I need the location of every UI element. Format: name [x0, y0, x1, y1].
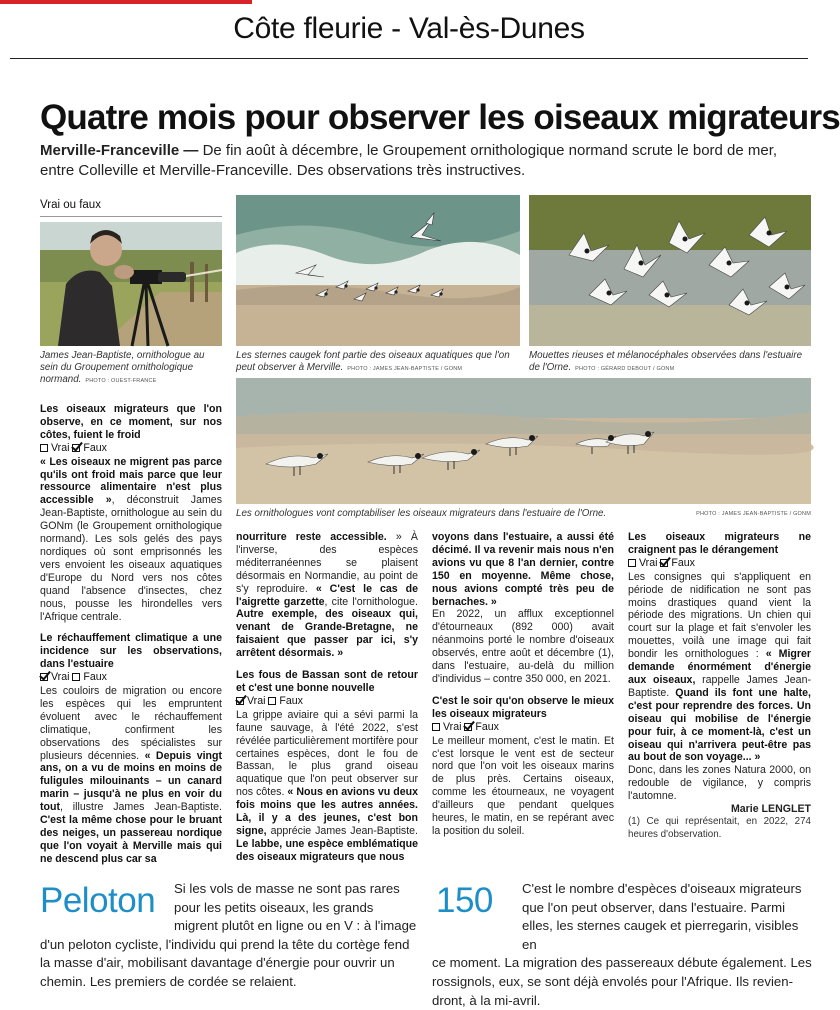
- gulls-flight-image: [529, 195, 811, 346]
- terns-beach-image: [236, 378, 811, 504]
- photo-credit: PHOTO : JAMES JEAN-BAPTISTE / GONM: [347, 366, 463, 372]
- question-rechauffement: Le réchauffement climatique a une incidence sur les observations, dans l'estuaire: [40, 632, 222, 671]
- quote: Le labbe, une espèce emblématique des oiseaux migrateurs que nous: [236, 837, 418, 863]
- vrai-ou-faux-kicker: Vrai ou faux: [40, 199, 101, 211]
- body-paragraph: [236, 531, 418, 660]
- text-line: pour les petits oiseaux, les grands: [174, 899, 374, 915]
- vrai-checkbox: [40, 444, 48, 452]
- vrai-checkbox: [432, 723, 440, 731]
- answer-paragraph: Le meilleur moment, c'est le matin. Et c'est lorsque le vent est de secteur nord que l'on voit les oiseaux marins de plus près. Certains oiseaux, comme les étourneaux, ne voyagent d'ailleurs que pendant quelques heures, le matin, en se repérant avec la position du soleil.: [432, 734, 614, 837]
- vrai-checkbox-checked: [40, 673, 48, 681]
- vrai-checkbox-checked: [236, 697, 244, 705]
- footnote: (1) Ce qui représentait, en 2022, 274 heures d'observation.: [628, 815, 811, 840]
- caption-text: Les ornithologues vont comptabiliser les oiseaux migrateurs dans l'estuaire de l'Orne.: [236, 508, 607, 519]
- answer-paragraph: [628, 571, 811, 765]
- caption-text: James Jean-Baptiste, ornithologue au sein du Groupement ornithologique normand.: [40, 350, 205, 385]
- caption-text: Mouettes rieuses et mélanocéphales observées dans l'estuaire de l'Orne.: [529, 350, 803, 373]
- body-text: Les consignes qui s'appliquent en période de nidification ne sont pas moins drastiques quand vient la période des migrations. Un chien qui court sur la plage et fait s'envoler les mouettes, voilà une image qui fait bondir les ornithologues :: [628, 570, 811, 661]
- peloton-heading: Peloton: [40, 881, 156, 920]
- photo-credit: PHOTO : JAMES JEAN-BAPTISTE / GONM: [696, 511, 811, 517]
- peloton-text: [40, 880, 418, 992]
- text-line: chemin. Les premiers de cordée se relaient.: [40, 973, 297, 989]
- dateline: Merville-Franceville —: [40, 142, 199, 159]
- body-text: , déconstruit James Jean-Baptiste, ornithologue au sein du GONm (le Groupement ornithologique normand). Les sols gelés des pays nordiques où sont emprisonnés les vers envoient les oiseaux aquatiques d'Europe du Nord vers nos côtes quand l'absence d'insectes, chez nous, pousse les hirondelles vers l'Afrique centrale.: [40, 494, 222, 623]
- body-text: , illustre James Jean-Baptiste.: [60, 801, 222, 814]
- faux-label: Faux: [475, 720, 499, 733]
- faux-checkbox: [268, 697, 276, 705]
- answer-checkboxes: [40, 442, 222, 455]
- body-text: La grippe aviaire qui a sévi parmi la faune sauvage, à l'été 2022, s'est révélée particulièrement mortifère pour certaines espèces, dont le fou de Bassan, le plus grand oiseau aquatique que l'on peut observer sur nos côtes.: [236, 708, 418, 799]
- article-column-2: [236, 531, 418, 864]
- terns-waves-image: [236, 195, 520, 346]
- faux-checkbox-checked: [464, 723, 472, 731]
- photo-credit: PHOTO : OUEST-FRANCE: [85, 378, 157, 384]
- faux-label: Faux: [83, 671, 107, 684]
- article-headline: Quatre mois pour observer les oiseaux migrateurs: [40, 98, 840, 137]
- body-paragraph: [432, 531, 614, 608]
- photo-caption-gulls: [529, 350, 811, 375]
- body-paragraph: Donc, dans les zones Natura 2000, on redouble de vigilance, y compris l'automne.: [628, 764, 811, 803]
- body-text: rappelle James Jean-Baptiste.: [628, 673, 811, 699]
- byline: Marie LENGLET: [730, 803, 811, 816]
- vrai-label: Vrai: [51, 671, 70, 684]
- body-text: apprécie James Jean-Baptiste.: [266, 824, 418, 837]
- quote: « Migrer demande énormément d'énergie aux oiseaux,: [628, 648, 811, 686]
- answer-checkboxes: [628, 557, 811, 570]
- quote: « C'est le cas de l'aigrette garzette: [236, 582, 418, 608]
- faux-label: Faux: [671, 556, 695, 569]
- photo-caption-beach: [236, 508, 811, 520]
- quote: « Les oiseaux ne migrent pas parce qu'ils ont froid mais parce que leur ressource alimentaire n'est plus accessible »: [40, 455, 222, 507]
- kicker-divider: [40, 216, 222, 217]
- text-line: elles, les sternes caugek et pierregarin, visibles en: [522, 918, 799, 952]
- text-line: migrent plutôt en ligne ou en V : à l'image: [174, 918, 417, 934]
- photo-terns-beach: [236, 378, 811, 504]
- faux-label: Faux: [83, 441, 107, 454]
- body-paragraph: En 2022, un afflux exceptionnel d'étourneaux (892 000) avait néanmoins porté le nombre d'oiseaux observés, entre août et décembre (1), dans l'estuaire, au-delà du million d'individus – contre 350 000, en 2021.: [432, 608, 614, 685]
- quote: nourriture reste accessible.: [236, 531, 387, 543]
- quote: C'est la même chose pour le bruant des neiges, un passereau nordique que l'on voyait à Merville mais qui ne descend plus car sa: [40, 814, 222, 865]
- text-line: la masse d'air, mobilisant davantage d'énergie pour ouvrir un: [40, 955, 395, 971]
- article-column-3: [432, 531, 614, 838]
- quote: « Depuis vingt ans, on a vu de moins en moins de fuligules milouinants – un canard marin – jusqu'à ne plus en voir du tout: [40, 749, 222, 814]
- article-column-4: [628, 531, 811, 842]
- text-line: rossignols, eux, se sont déjà envolés pour l'Afrique. Ils revien-: [432, 973, 793, 989]
- quote: « Nous en avions vu deux fois moins que les autres années. Là, il y a des jeunes, c'est bon signe,: [236, 786, 418, 837]
- article-lede: [40, 141, 780, 181]
- 150-heading: 150: [436, 881, 493, 920]
- question-soir: C'est le soir qu'on observe le mieux les oiseaux migrateurs: [432, 694, 614, 720]
- answer-checkboxes: [432, 721, 614, 734]
- section-rubric: Côte fleurie - Val-ès-Dunes: [233, 12, 585, 45]
- question-derangement: Les oiseaux migrateurs ne craignent pas le dérangement: [628, 531, 811, 556]
- body-text: Les couloirs de migration ou encore les espèces qui les empruntent évoluent avec le réchauffement climatique, confirment les observations des spécialistes sur plusieurs décennies.: [40, 685, 222, 762]
- faux-checkbox-checked: [72, 444, 80, 452]
- photo-gulls-flight: [529, 195, 811, 346]
- text-line: dront, à la mi-avril.: [432, 992, 541, 1008]
- text-line: ce moment. La migration des passereaux débute également. Les: [432, 955, 812, 971]
- text-line: C'est le nombre d'espèces d'oiseaux migrateurs: [522, 881, 802, 896]
- lede-text: De fin août à décembre, le Groupement ornithologique normand scrute le bord de mer, entre Colleville et Merville-Franceville. Des observations très instructives.: [40, 142, 778, 179]
- answer-checkboxes: [40, 671, 222, 684]
- caption-text: Les sternes caugek font partie des oiseaux aquatiques que l'on peut observer à Merville.: [236, 350, 510, 373]
- question-fous-de-bassan: Les fous de Bassan sont de retour et c'est une bonne nouvelle: [236, 669, 418, 694]
- vrai-checkbox: [628, 559, 636, 567]
- quote: Autre exemple, des oiseaux qui, venant de Grande-Bretagne, ne faisaient que passer par ici, s'y arrêtent désormais. »: [236, 608, 418, 660]
- rubric-divider: [10, 58, 808, 59]
- vrai-label: Vrai: [443, 720, 462, 733]
- photo-caption-terns-waves: [236, 350, 520, 375]
- text-line: Si les vols de masse ne sont pas rares: [174, 881, 400, 896]
- photo-ornithologist: [40, 222, 222, 346]
- vrai-label: Vrai: [247, 694, 266, 707]
- text-line: que l'on peut observer, dans l'estuaire. Parmi: [522, 899, 786, 915]
- answer-paragraph: [236, 709, 418, 864]
- ornithologist-image: [40, 222, 222, 346]
- answer-paragraph: [40, 456, 222, 624]
- 150-text: [432, 880, 812, 1010]
- article-column-1: [40, 403, 222, 866]
- section-color-bar: [0, 0, 252, 4]
- faux-checkbox-checked: [660, 559, 668, 567]
- photo-credit: PHOTO : GÉRARD DEBOUT / GONM: [575, 366, 675, 372]
- faux-checkbox: [72, 673, 80, 681]
- photo-caption-ornithologist: [40, 350, 222, 387]
- answer-paragraph: [40, 685, 222, 866]
- photo-terns-waves: [236, 195, 520, 346]
- vrai-label: Vrai: [639, 556, 658, 569]
- quote: Quand ils font une halte, c'est pour reprendre des forces. Un oiseau qui mobilise de l'énergie pour fuir, à ce moment-là, c'est un oiseau qui n'arrivera peut-être pas au bout de son voyage... »: [628, 686, 811, 764]
- quote: voyons dans l'estuaire, a aussi été décimé. Il va revenir mais nous n'en avions vu que 8 l'an dernier, contre 150 en moyenne. Même chose, nous avions compté très peu de bernaches. »: [432, 531, 614, 608]
- vrai-label: Vrai: [51, 441, 70, 454]
- question-migrateurs-froid: Les oiseaux migrateurs que l'on observe, en ce moment, sur nos côtes, fuient le froid: [40, 403, 222, 441]
- text-line: d'un peloton cycliste, l'individu qui prend la tête du cortège fend: [40, 936, 410, 952]
- faux-label: Faux: [279, 694, 303, 707]
- answer-checkboxes: [236, 695, 418, 708]
- body-text: » À l'inverse, des espèces méditerranéennes se plaisent désormais en Normandie, au point de s'y reproduire.: [236, 531, 418, 595]
- body-text: , cite l'ornithologue.: [324, 595, 418, 608]
